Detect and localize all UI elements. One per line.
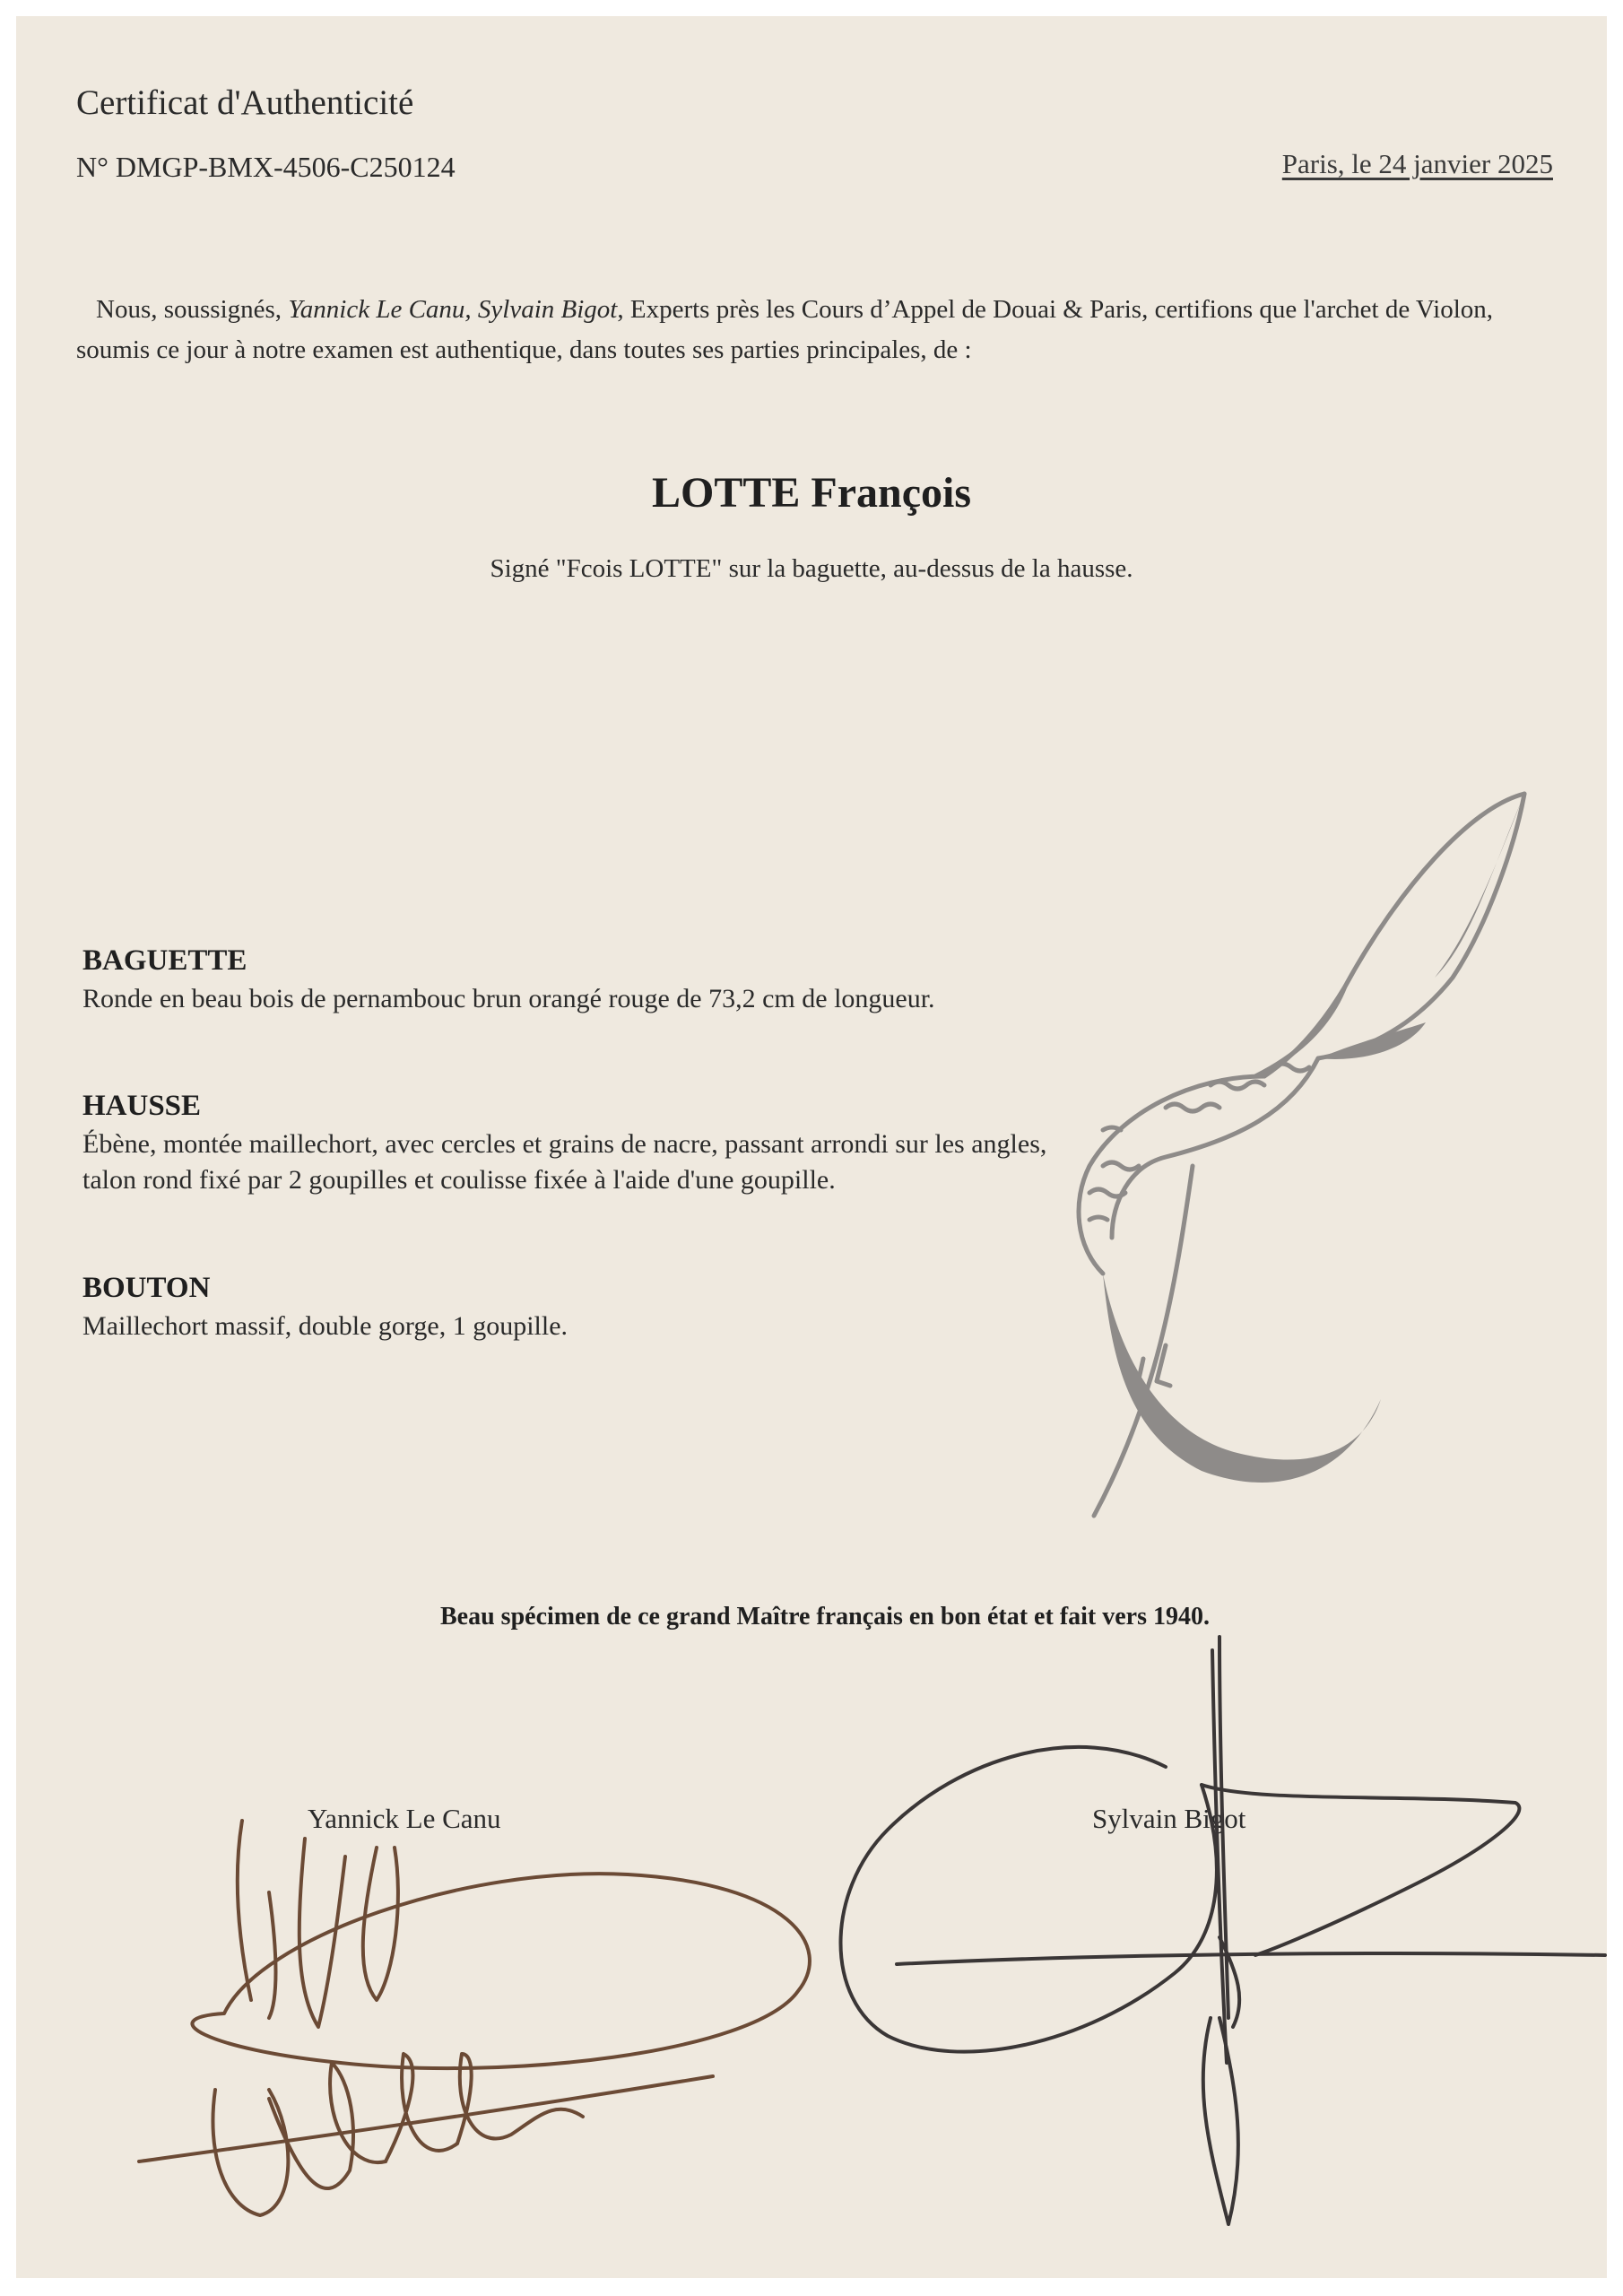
certificate-number: N° DMGP-BMX-4506-C250124 [76, 151, 456, 183]
maker-name: LOTTE François [651, 469, 972, 517]
section-heading: BAGUETTE [82, 944, 247, 977]
conclusion-text: Beau spécimen de ce grand Maître français en bon état et fait vers 1940. [440, 1603, 1210, 1631]
section-body: Ronde en beau bois de pernambouc brun orangé rouge de 73,2 cm de longueur. [82, 984, 935, 1013]
certificate-date: Paris, le 24 janvier 2025 [1281, 148, 1553, 179]
signatory-right: Sylvain Bigot [1092, 1803, 1246, 1834]
section-body: Ébène, montée maillechort, avec cercles et grains de nacre, passant arrondi sur les angles, talon rond fixé par 2 goupilles et coulisse fixée à l'aide d'une goupille. [82, 1129, 1047, 1195]
section-hausse [82, 1090, 1051, 1198]
section-bouton [82, 1272, 1051, 1344]
section-heading: BOUTON [82, 1272, 211, 1304]
section-body: Maillechort massif, double gorge, 1 goupille. [82, 1311, 568, 1341]
intro-text: , Experts près les Cours d’Appel de Douai & Paris, certifions que l'archet de Violon, soumis ce jour à notre examen est authentique, dans toutes ses parties principales, de : [76, 295, 1493, 364]
signatory-left: Yannick Le Canu [308, 1803, 501, 1834]
maker-signature-note: Signé "Fcois LOTTE" sur la baguette, au-dessus de la hausse. [490, 554, 1133, 583]
certificate-title: Certificat d'Authenticité [76, 83, 414, 122]
section-heading: HAUSSE [82, 1090, 202, 1122]
intro-paragraph [76, 290, 1520, 370]
intro-lead: Nous, soussignés, [96, 295, 289, 324]
section-baguette [82, 944, 1051, 1017]
intro-experts: Yannick Le Canu, Sylvain Bigot [288, 295, 618, 324]
